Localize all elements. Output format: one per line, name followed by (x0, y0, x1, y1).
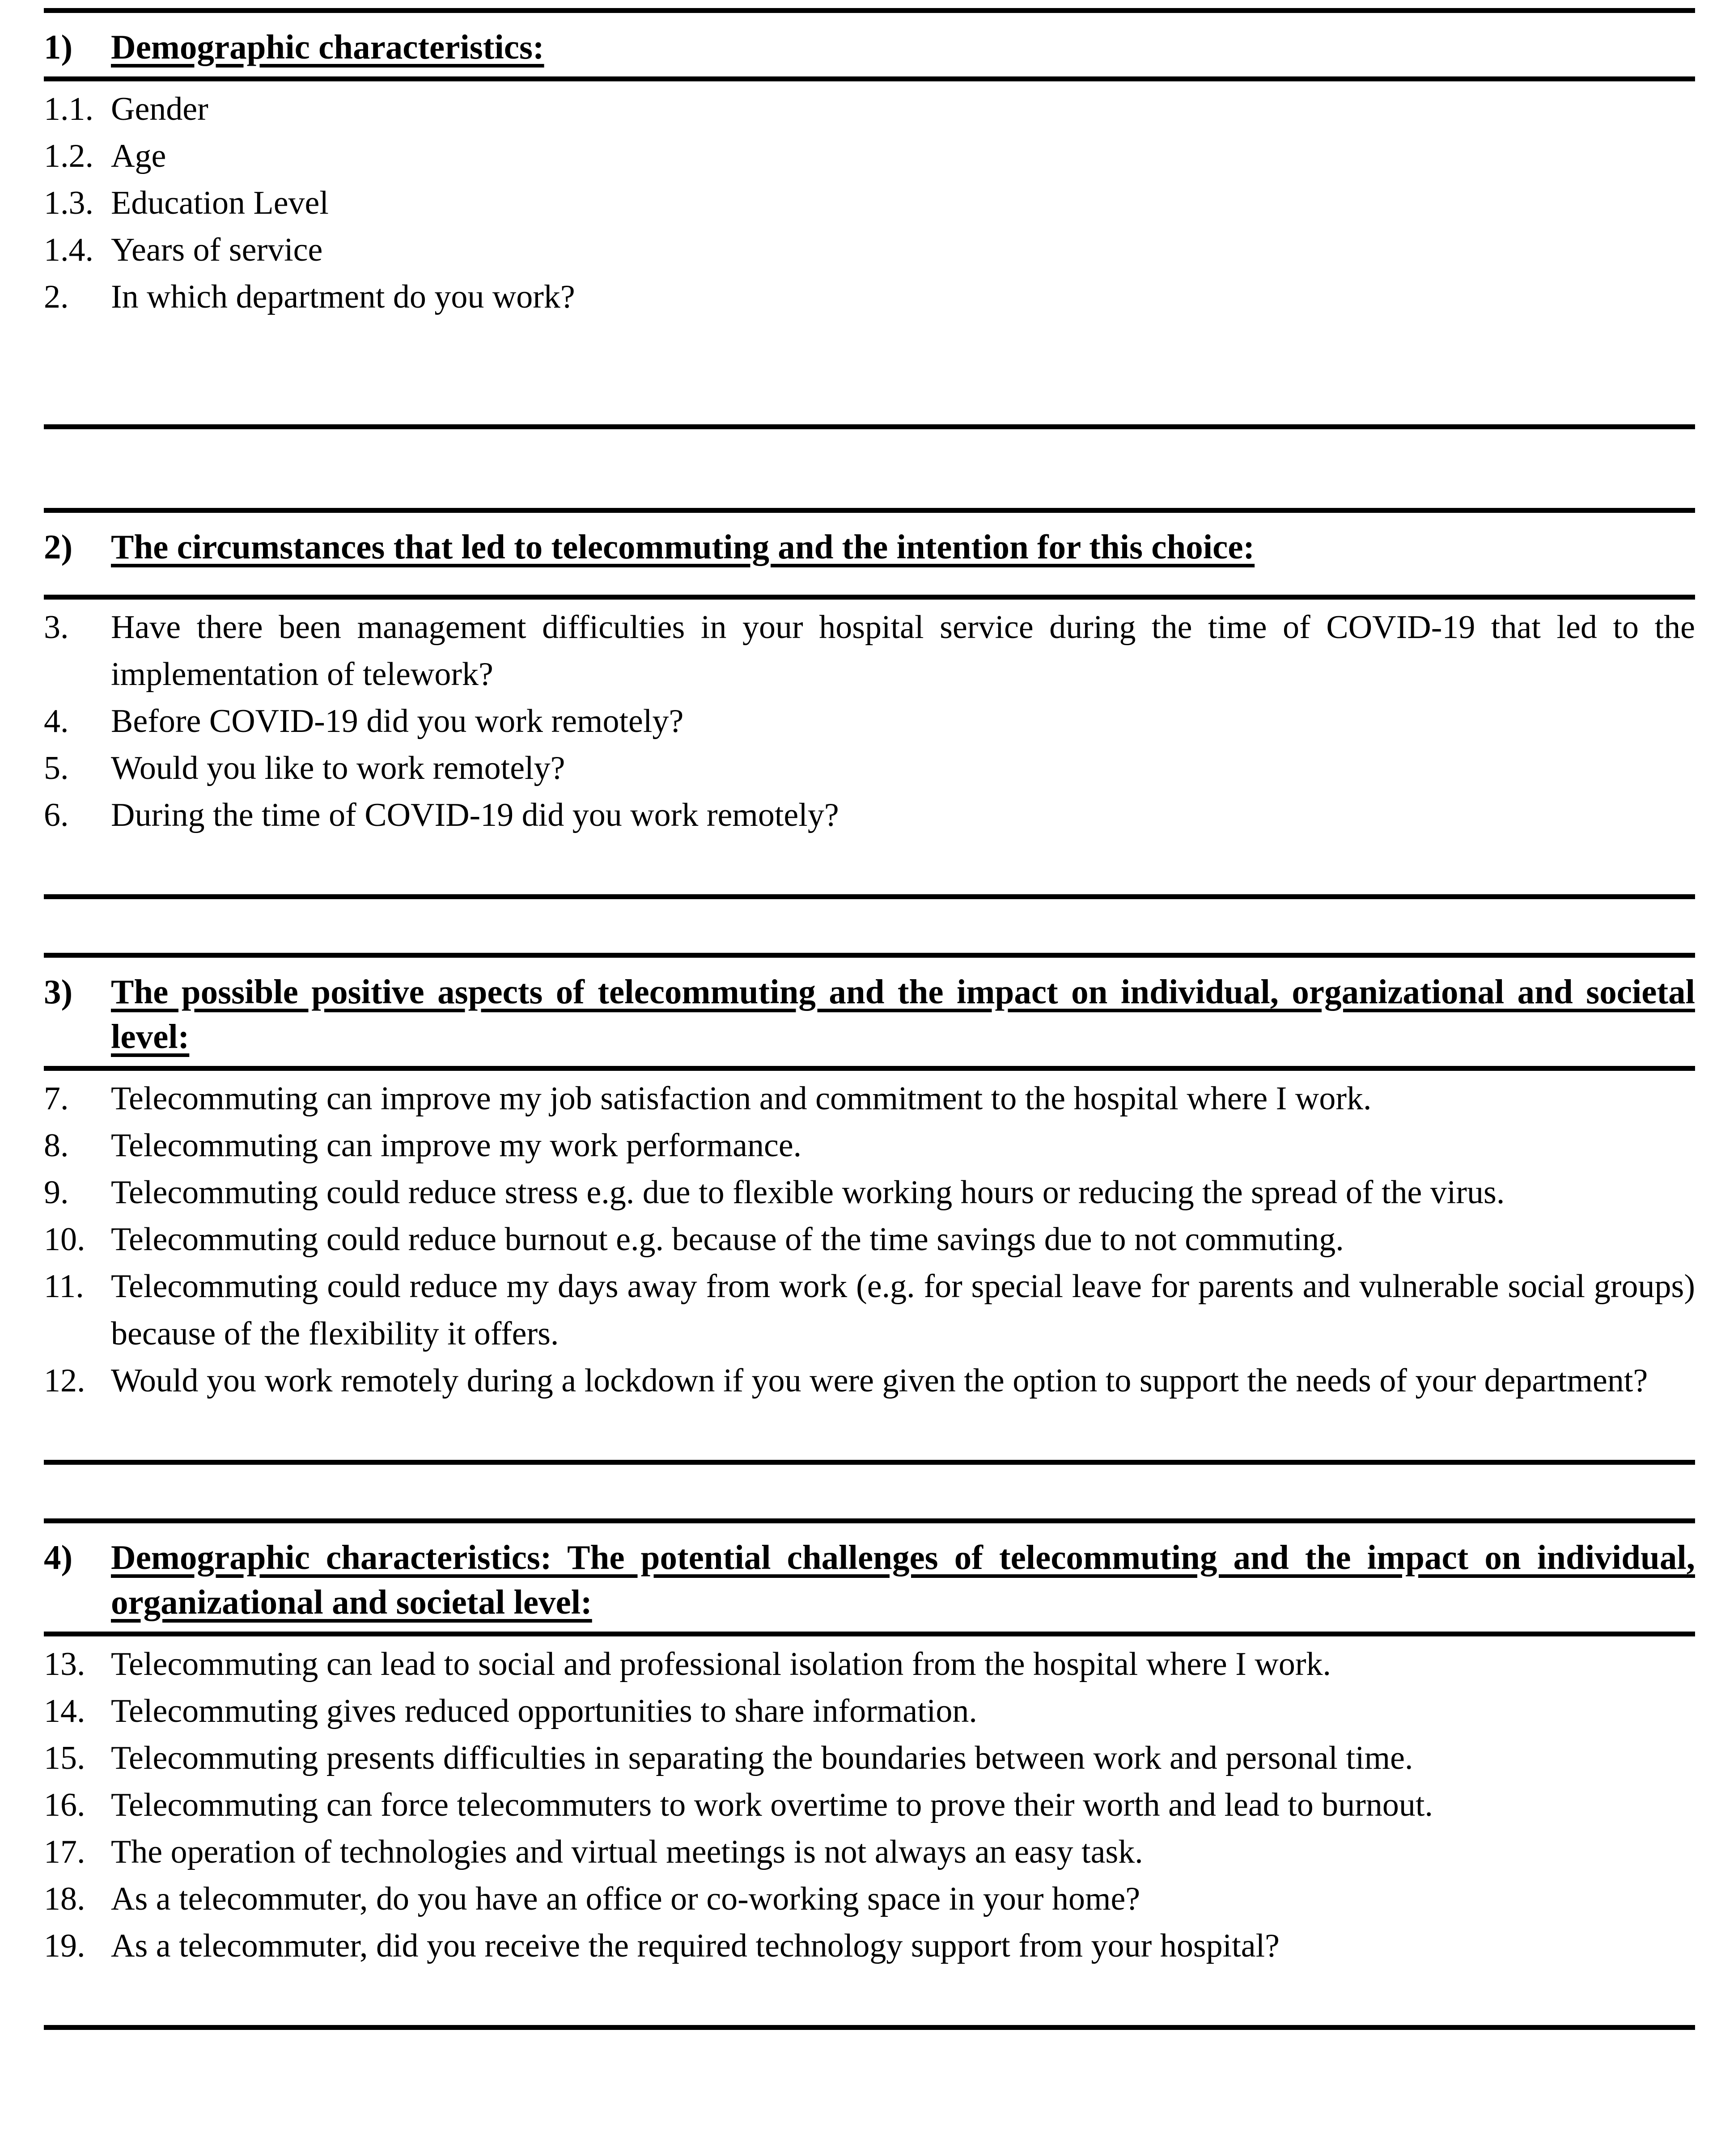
document-bottom-rule (44, 2025, 1695, 2030)
question-number: 3. (44, 609, 69, 646)
question-item (44, 86, 1695, 133)
section-1-top-rule (44, 8, 1695, 13)
section-2-marker: 2) (44, 528, 73, 566)
section-3 (44, 958, 1695, 1066)
section-2-top-rule (44, 508, 1695, 513)
question-text: Education Level (111, 185, 329, 222)
question-text: Telecommuting could reduce burnout e.g. because of the time savings due to not commuting. (111, 1221, 1344, 1258)
question-number: 9. (44, 1174, 69, 1211)
question-text: Years of service (111, 232, 323, 269)
question-number: 14. (44, 1692, 85, 1729)
question-text: In which department do you work? (111, 279, 575, 316)
question-item (44, 133, 1695, 180)
section-1-heading-text: Demographic characteristics: (111, 28, 544, 66)
section-2-spacer (44, 841, 1695, 894)
question-number: 5. (44, 749, 69, 786)
section-3-items (44, 1071, 1695, 1406)
question-number: 2. (44, 279, 69, 316)
section-3-end-rule (44, 1460, 1695, 1465)
question-item (44, 1263, 1695, 1357)
question-text: The operation of technologies and virtual meetings is not always an easy task. (111, 1834, 1143, 1871)
section-4-heading-text: Demographic characteristics: The potential challenges of telecommuting and the impact on individual, organizational and societal level: (111, 1538, 1695, 1621)
section-3-heading-text: The possible positive aspects of telecommuting and the impact on individual, organizational and societal level: (111, 972, 1695, 1056)
question-number: 19. (44, 1928, 85, 1965)
question-item (44, 1122, 1695, 1169)
question-item (44, 180, 1695, 227)
question-text: Telecommuting could reduce my days away from work (e.g. for special leave for parents and vulnerable social groups) because of the flexibility it offers. (111, 1268, 1695, 1352)
section-1-heading (44, 13, 1695, 76)
section-3-top-rule (44, 953, 1695, 958)
question-text: During the time of COVID-19 did you work remotely? (111, 796, 839, 833)
section-3-marker: 3) (44, 972, 73, 1011)
question-item (44, 227, 1695, 274)
question-item (44, 1075, 1695, 1122)
section-4-spacer (44, 1971, 1695, 2025)
question-text: Have there been management difficulties in your hospital service during the time of COVID-19 that led to the implementation of telework? (111, 609, 1695, 693)
question-number: 17. (44, 1834, 85, 1871)
question-number: 13. (44, 1645, 85, 1683)
section-2-end-rule (44, 894, 1695, 899)
question-number: 11. (44, 1268, 84, 1305)
question-item (44, 1829, 1695, 1876)
question-text: Telecommuting presents difficulties in separating the boundaries between work and personal time. (111, 1740, 1413, 1777)
question-number: 10. (44, 1221, 85, 1258)
section-3-spacer (44, 1406, 1695, 1460)
question-item (44, 1688, 1695, 1735)
question-number: 16. (44, 1787, 85, 1824)
section-1-bottom-rule (44, 76, 1695, 81)
question-item (44, 1216, 1695, 1263)
question-item (44, 274, 1695, 321)
question-text: As a telecommuter, did you receive the required technology support from your hospital? (111, 1928, 1280, 1965)
question-number: 18. (44, 1881, 85, 1918)
question-item (44, 1169, 1695, 1216)
section-1-spacer (44, 322, 1695, 424)
question-number: 1.4. (44, 232, 93, 269)
question-item (44, 1357, 1695, 1404)
section-4-heading (44, 1523, 1695, 1632)
question-text: As a telecommuter, do you have an office or co-working space in your home? (111, 1881, 1140, 1918)
question-text: Telecommuting can improve my work performance. (111, 1127, 802, 1164)
section-2-heading-text: The circumstances that led to telecommuting and the intention for this choice: (111, 528, 1255, 566)
section-2-gap (44, 429, 1695, 508)
question-item (44, 792, 1695, 839)
question-text: Telecommuting gives reduced opportunities to share information. (111, 1692, 977, 1729)
question-text: Telecommuting can force telecommuters to work overtime to prove their worth and lead to burnout. (111, 1787, 1433, 1824)
section-1-items (44, 81, 1695, 322)
section-2-items (44, 600, 1695, 841)
question-number: 7. (44, 1080, 69, 1117)
section-4-marker: 4) (44, 1538, 73, 1577)
section-2-bottom-rule (44, 595, 1695, 600)
section-2 (44, 513, 1695, 576)
section-1-marker: 1) (44, 28, 73, 66)
section-3-bottom-rule (44, 1066, 1695, 1071)
question-item (44, 604, 1695, 698)
section-4 (44, 1523, 1695, 1632)
question-item (44, 1876, 1695, 1923)
questionnaire-content (44, 0, 1695, 2030)
question-text: Telecommuting can improve my job satisfaction and commitment to the hospital where I work. (111, 1080, 1372, 1117)
question-item (44, 1923, 1695, 1970)
question-item (44, 745, 1695, 792)
question-item (44, 1735, 1695, 1782)
question-number: 4. (44, 702, 69, 740)
section-1 (44, 13, 1695, 76)
question-text: Would you work remotely during a lockdown if you were given the option to support the needs of your department? (111, 1362, 1648, 1399)
question-number: 1.2. (44, 138, 93, 175)
question-item (44, 698, 1695, 745)
section-4-top-rule (44, 1518, 1695, 1523)
question-number: 15. (44, 1740, 85, 1777)
question-number: 6. (44, 796, 69, 833)
question-text: Telecommuting can lead to social and professional isolation from the hospital where I work. (111, 1645, 1331, 1683)
section-4-bottom-rule (44, 1632, 1695, 1636)
question-text: Telecommuting could reduce stress e.g. due to flexible working hours or reducing the spread of the virus. (111, 1174, 1505, 1211)
section-2-heading-spacer (44, 577, 1695, 595)
question-text: Age (111, 138, 166, 175)
section-4-items (44, 1636, 1695, 1972)
question-text: Gender (111, 91, 208, 128)
section-3-gap (44, 899, 1695, 953)
question-number: 1.3. (44, 185, 93, 222)
question-item (44, 1641, 1695, 1688)
section-1-end-rule (44, 424, 1695, 429)
section-4-gap (44, 1465, 1695, 1518)
section-3-heading (44, 958, 1695, 1066)
question-number: 8. (44, 1127, 69, 1164)
question-item (44, 1782, 1695, 1829)
section-2-heading (44, 513, 1695, 576)
question-text: Would you like to work remotely? (111, 749, 565, 786)
question-text: Before COVID-19 did you work remotely? (111, 702, 684, 740)
question-number: 1.1. (44, 91, 93, 128)
question-number: 12. (44, 1362, 85, 1399)
